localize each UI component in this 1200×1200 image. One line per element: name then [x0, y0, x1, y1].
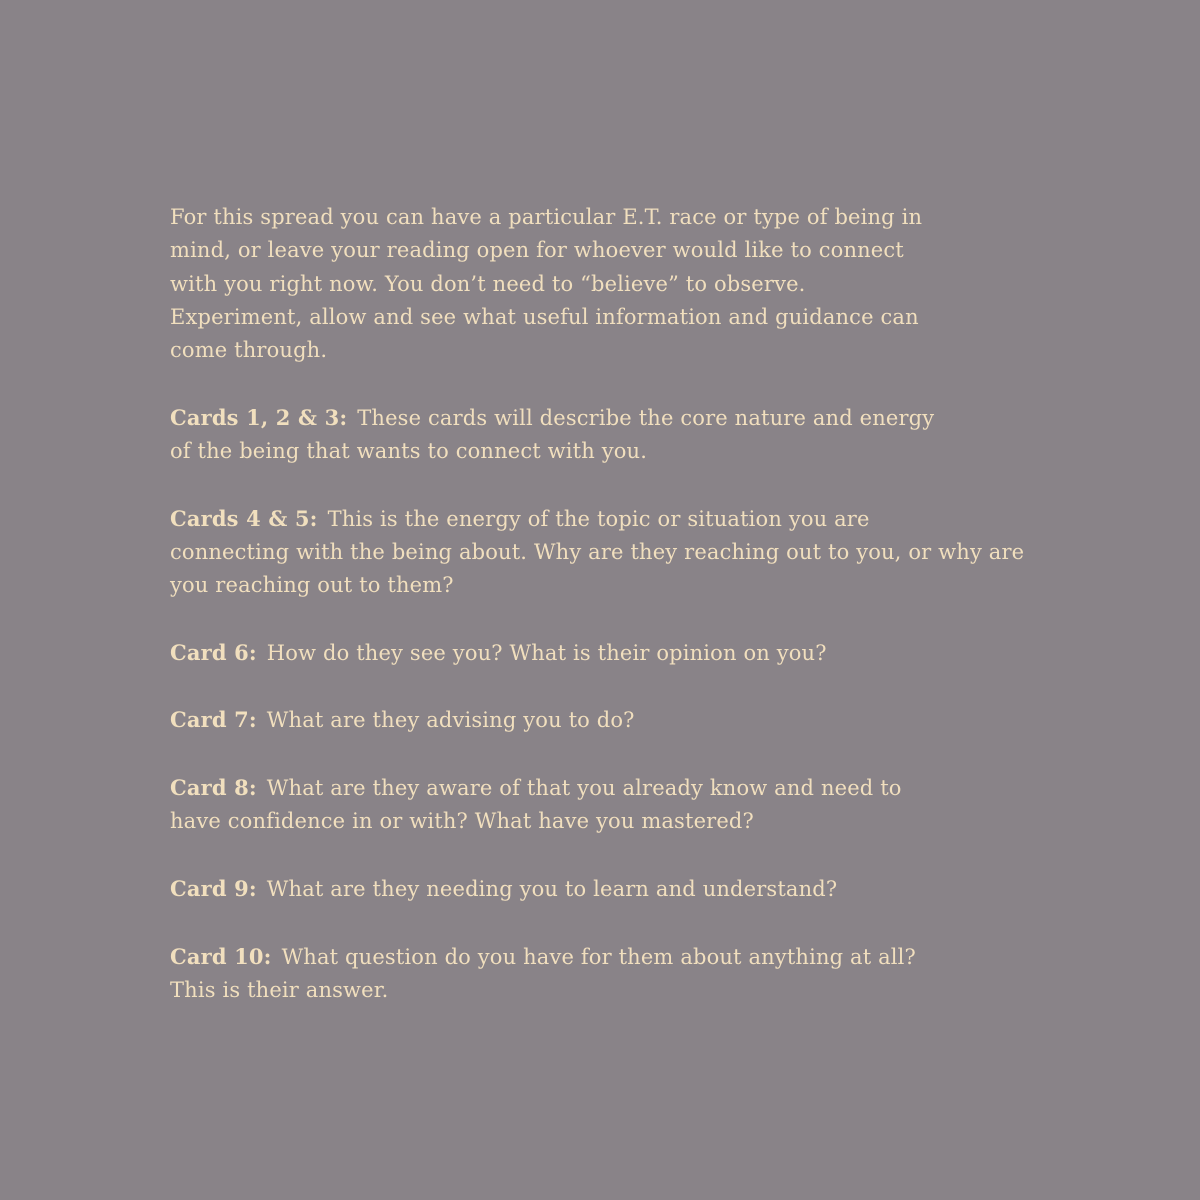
card-text: What question do you have for them about anything at all? — [281, 944, 916, 969]
card-label: Card 8: — [170, 775, 257, 801]
intro-line: come through. — [170, 338, 328, 363]
intro-paragraph — [170, 201, 1030, 367]
card-description-4-5 — [170, 502, 1030, 603]
card-text: of the being that wants to connect with you. — [170, 439, 648, 464]
card-text: What are they aware of that you already know and need to — [266, 776, 902, 801]
card-label: Card 7: — [170, 707, 257, 733]
card-label: Card 6: — [170, 639, 257, 665]
card-description-7 — [170, 703, 1030, 737]
intro-line: mind, or leave your reading open for whoever would like to connect — [170, 238, 904, 263]
intro-line: Experiment, allow and see what useful information and guidance can — [170, 304, 919, 329]
card-description-1-2-3 — [170, 401, 1030, 469]
card-text: This is their answer. — [170, 977, 389, 1002]
intro-line: For this spread you can have a particular E.T. race or type of being in — [170, 205, 923, 229]
card-text: What are they advising you to do? — [266, 708, 635, 733]
card-text: What are they needing you to learn and understand? — [266, 876, 838, 901]
card-label: Card 10: — [170, 943, 272, 969]
card-text: have confidence in or with? What have you mastered? — [170, 809, 754, 834]
card-description-6 — [170, 636, 1030, 670]
spread-instructions — [170, 201, 1030, 1040]
card-description-9 — [170, 872, 1030, 906]
card-text: connecting with the being about. Why are they reaching out to you, or why are you reaching out to them? — [170, 539, 1025, 598]
card-label: Cards 1, 2 & 3: — [170, 404, 348, 430]
card-text: These cards will describe the core nature and energy — [357, 405, 935, 430]
card-description-10 — [170, 940, 1030, 1008]
card-description-8 — [170, 771, 1030, 839]
card-label: Cards 4 & 5: — [170, 505, 318, 531]
card-text: How do they see you? What is their opinion on you? — [266, 640, 827, 665]
card-text: This is the energy of the topic or situation you are — [327, 506, 870, 531]
intro-line: with you right now. You don’t need to “believe” to observe. — [170, 271, 806, 296]
card-label: Card 9: — [170, 875, 257, 901]
